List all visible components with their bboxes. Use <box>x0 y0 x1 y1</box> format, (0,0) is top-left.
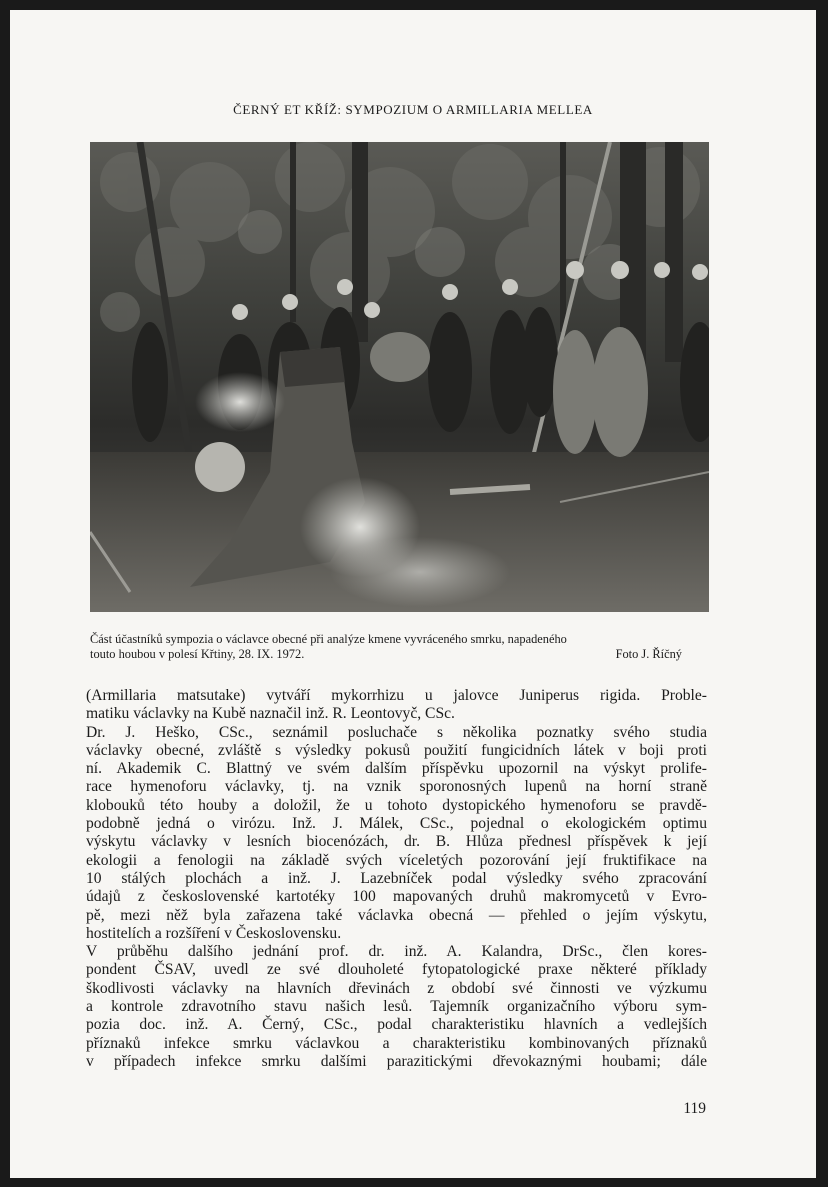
caption-line: touto houbou v polesí Křtiny, 28. IX. 1972. <box>90 647 305 661</box>
text-line: hostitelích a rozšíření v Československu. <box>86 924 342 942</box>
text-line: a kontrole zdravotního stavu našich lesů. Tajemník organizačního výboru sym- <box>86 998 707 1016</box>
text-line: klobouků této houby a doložil, že u tohoto dystopického hymenoforu se pravdě- <box>86 796 707 814</box>
caption-line: Část účastníků sympozia o václavce obecné při analýze kmene vyvráceného smrku, napadeného <box>90 632 567 646</box>
text-line: údajů z československé kartotéky 100 mapovaných druhů makromycetů v Evro- <box>86 888 707 906</box>
photo-credit: Foto J. Říčný <box>615 647 682 661</box>
text-line: škodlivosti václavky na hlavních dřevinách z období své činnosti ve výzkumu <box>86 979 707 997</box>
text-line: pě, mezi něž byla zařazena také václavka obecná — přehled o jejím výskytu, <box>86 906 707 924</box>
page-number: 119 <box>683 1100 706 1117</box>
text-line: (Armillaria matsutake) vytváří mykorrhizu u jalovce Juniperus rigida. Proble- <box>86 687 707 704</box>
running-title: ČERNÝ ET KŘÍŽ: SYMPOZIUM O ARMILLARIA MELLEA <box>233 102 593 117</box>
text-line: pozia doc. inž. A. Černý, CSc., podal charakteristiku hlavních a vedlejších <box>86 1016 707 1034</box>
text-line: pondent ČSAV, uvedl ze své dlouholeté fytopatologické praxe některé příklady <box>86 961 707 979</box>
text-line: václavky obecné, zvláště s výsledky pokusů použití fungicidních látek v boji proti <box>86 741 707 759</box>
text-line: příznaků infekce smrku václavkou a charakteristiku kombinovaných příznaků <box>86 1034 707 1052</box>
forest-photo <box>90 142 709 612</box>
text-line: ní. Akademik C. Blattný ve svém dalším příspěvku upozornil na výskyt prolife- <box>86 760 707 778</box>
text-line: Dr. J. Heško, CSc., seznámil posluchače s několika poznatky svého studia <box>86 723 707 741</box>
body-text <box>86 687 707 1071</box>
text-line: v případech infekce smrku dalšími parazitickými dřevokaznými houbami; dále <box>86 1052 707 1070</box>
text-line: výskytu václavky v lesních biocenózách, dr. B. Hlůza přednesl příspěvek k její <box>86 833 707 851</box>
text-line: ekologii a fenologii na základě svých víceletých pozorování její fruktifikace na <box>86 851 707 869</box>
text-line: matiku václavky na Kubě naznačil inž. R. Leontovyč, CSc. <box>86 705 455 723</box>
figure-caption <box>90 632 710 662</box>
text-line: podobně jedná o virózu. Inž. J. Málek, CSc., pojednal o ekologickém optimu <box>86 815 707 833</box>
text-line: V průběhu dalšího jednání prof. dr. inž. A. Kalandra, DrSc., člen kores- <box>86 943 707 961</box>
text-line: race hymenoforu václavky, tj. na vznik sporonosných lupenů na horní straně <box>86 778 707 796</box>
journal-page <box>10 10 816 1178</box>
text-line: 10 stálých plochách a inž. J. Lazebníček podal výsledky svého zpracování <box>86 869 707 887</box>
